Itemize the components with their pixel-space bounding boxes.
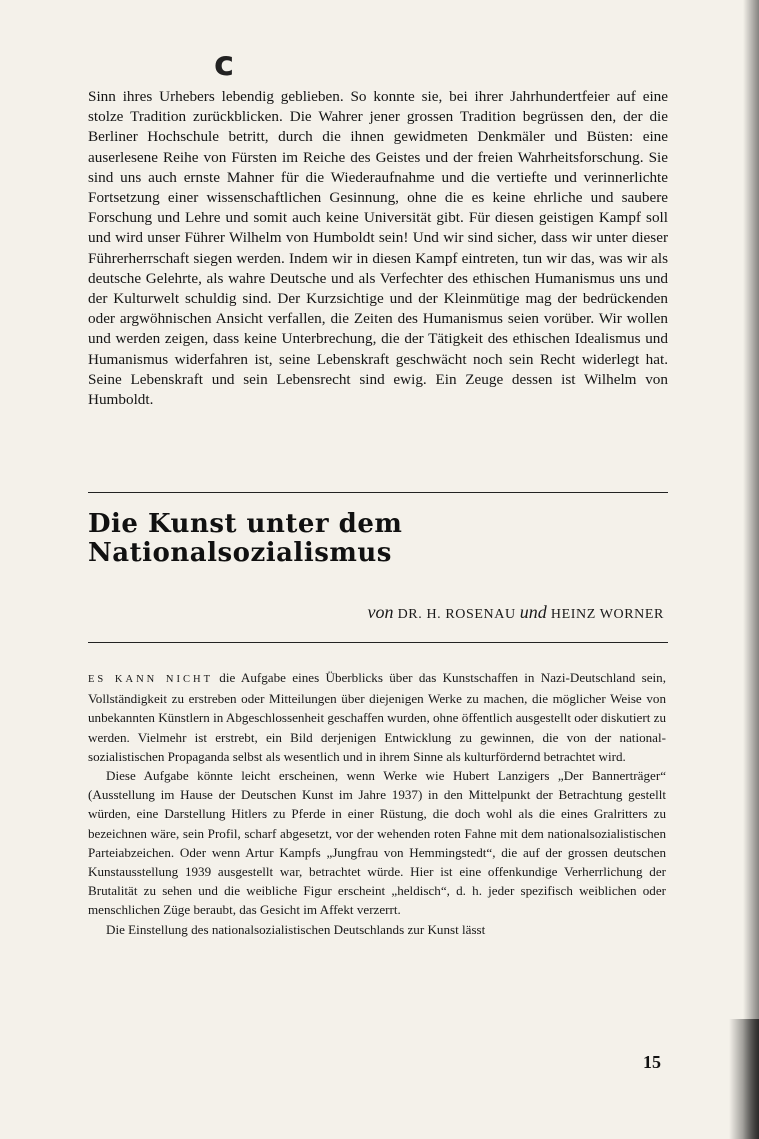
byline-von: von	[367, 602, 394, 622]
paragraph-1-text: die Aufgabe eines Überblicks über das Kunstschaffen in Nazi-Deutschland sein, Vollständigkeit zu erstreben oder Mitteilungen über diejenigen Werke zu machen, die möglicher Weise von unbekannten Künstlern in Abgeschlossenheit geschaffen wurden, ohne öffentlich ausgestellt oder diskutiert zu werden. Vielmehr ist erstrebt, ein Bild derjenigen Entwicklung zu gewinnen, die von der national-sozialistischen Propaganda selbst als wesentlich und in ihrem Sinne als kulturfördernd betrachtet wird.	[88, 670, 666, 764]
section-divider	[88, 492, 668, 493]
continuation-paragraph: Sinn ihres Urhebers lebendig geblieben. So konnte sie, bei ihrer Jahrhundertfeier auf eine stolze Tradition zurückblicken. Die Wahrer jener grossen Tradition begrüssen den, der die Berliner Hochschule betritt, durch die ihnen gewidmeten Denkmäler und Büsten: eine auserlesene Reihe von Fürsten im Reiche des Geistes und der freien Wahrheitsforschung. Sie sind uns auch ernste Mahner für die Wiederaufnahme und die vertiefte und verinnerlichte Fortsetzung einer wissenschaftlichen Gesinnung, ohne die es keine ehrliche und saubere Forschung und Lehre und somit auch keine Universität gibt. Für diesen geistigen Kampf soll und wird unser Führer Wilhelm von Humboldt sein! Und wir sind sicher, dass wir unter dieser Führerherrschaft siegen werden. Indem wir in diesen Kampf eintreten, tun wir das, was wir als deutsche Gelehrte, als wahre Deutsche und als Verfechter des ethischen Humanismus uns und der Kulturwelt schuldig sind. Der Kurzsichtige und der Kleinmütige mag der bedrückenden oder argwöhnischen Ansicht verfallen, die Zeiten des Humanismus seien vorüber. Wir wollen und werden zeigen, dass keine Unterbrechung, die der Tätigkeit des ethischen Idealismus und Humanismus widerfahren ist, seine Lebenskraft geschwächt noch sein Recht widerlegt hat. Seine Lebenskraft und sein Lebensrecht sind ewig. Ein Zeuge dessen ist Wilhelm von Humboldt.	[88, 88, 668, 409]
article-byline	[150, 602, 664, 623]
library-stamp-mark: c	[214, 44, 235, 84]
article-body	[88, 668, 666, 939]
scan-corner-shadow	[729, 1019, 759, 1139]
author-1: DR. H. ROSENAU	[397, 607, 516, 622]
author-2: HEINZ WORNER	[550, 607, 664, 622]
article-paragraph-2: Diese Aufgabe könnte leicht erscheinen, wenn Werke wie Hubert Lanzigers „Der Bannerträger“ (Ausstellung im Hause der Deutschen Kunst im Jahre 1937) in den Mittelpunkt der Betrachtung gestellt würden, eine Darstellung Hitlers zu Pferde in einer Rüstung, die doch wohl als die eines Gralritters zu bezeichnen wäre, sein Profil, scharf abgesetzt, vor der wehenden roten Fahne mit dem nationalsozialistischen Parteiabzeichen. Oder wenn Artur Kampfs „Jungfrau von Hemmingstedt“, die auf der grossen deutschen Kunstausstellung 1939 ausgestellt war, betrachtet würde. Hier ist eine offenkundige Verherrlichung der Brutalität zu sehen und die weibliche Figur erscheint „heldisch“, d. h. jeder spezifisch weiblichen oder menschlichen Züge beraubt, das Gesicht im Affekt verzerrt.	[88, 768, 666, 918]
article-paragraph-1	[88, 668, 666, 766]
byline-divider	[88, 642, 668, 643]
article-title	[88, 510, 402, 568]
article-title-line-2: Nationalsozialismus	[88, 538, 392, 568]
article-paragraph-3: Die Einstellung des nationalsozialistischen Deutschlands zur Kunst lässt	[106, 921, 486, 937]
page-number: 15	[643, 1052, 661, 1072]
lead-in-small-caps: ES KANN NICHT	[88, 674, 213, 685]
article-title-line-1: Die Kunst unter dem	[88, 509, 403, 539]
byline-und: und	[519, 602, 547, 622]
scan-page-edge	[743, 0, 759, 1139]
